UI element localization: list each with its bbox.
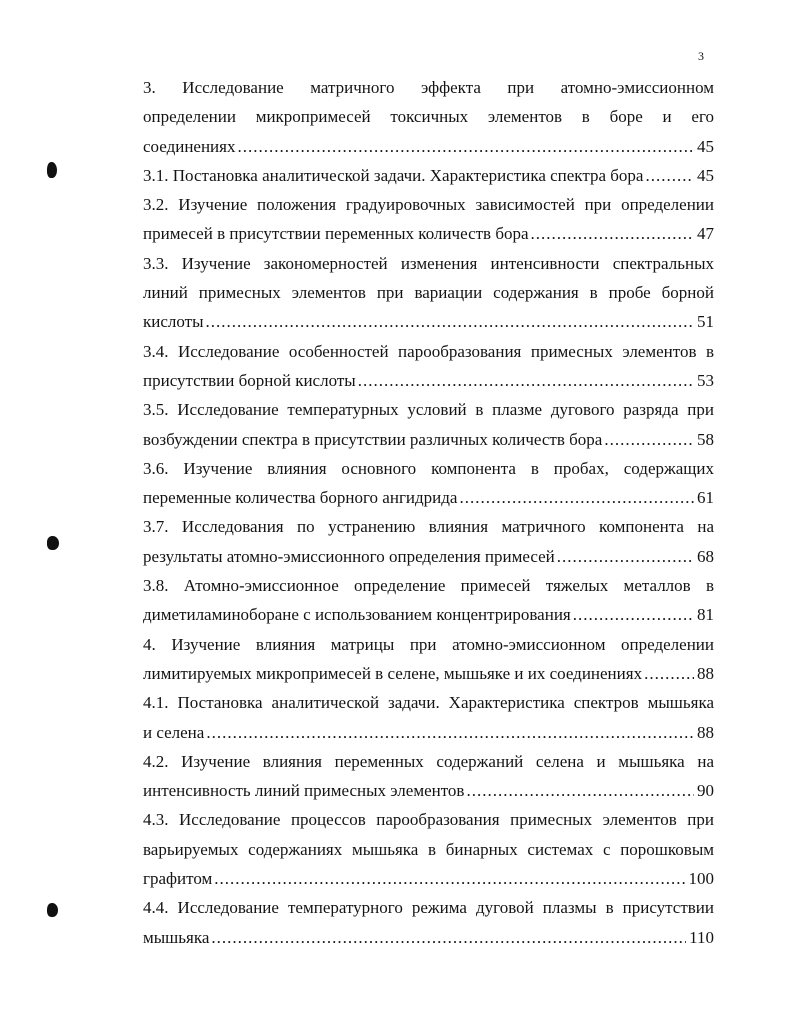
toc-entry-title-end: графитом: [143, 869, 213, 889]
dot-leader: [604, 425, 694, 454]
toc-entry-last-line: [143, 161, 714, 190]
toc-entry-line: определении микропримесей токсичных элементов в боре и его: [143, 107, 714, 127]
toc-entry-last-line: [143, 425, 714, 454]
table-of-contents: [143, 73, 714, 952]
toc-entry-title-end: и селена: [143, 722, 205, 742]
toc-entry-line: линий примесных элементов при вариации содержания в пробе борной: [143, 283, 714, 303]
toc-entry: [143, 395, 714, 454]
toc-page-number: 45: [697, 136, 714, 156]
toc-entry-line: 3.8. Атомно-эмиссионное определение примесей тяжелых металлов в: [143, 576, 714, 596]
toc-entry-title-end: примесей в присутствии переменных количеств бора: [143, 224, 529, 244]
toc-entry-title-end: лимитируемых микропримесей в селене, мышьяке и их соединениях: [143, 663, 643, 683]
toc-entry-last-line: [143, 718, 714, 747]
dot-leader: [206, 307, 694, 336]
toc-entry: [143, 688, 714, 747]
ink-blot: [47, 903, 58, 917]
toc-entry-last-line: [143, 659, 714, 688]
toc-entry: [143, 805, 714, 893]
toc-entry-line: 4. Изучение влияния матрицы при атомно-эмиссионном определении: [143, 634, 714, 654]
toc-entry-line: 3.4. Исследование особенностей парообразования примесных элементов в: [143, 341, 714, 361]
toc-entry-title-end: 3.1. Постановка аналитической задачи. Характеристика спектра бора: [143, 165, 644, 185]
toc-page-number: 53: [697, 370, 714, 390]
toc-entry-last-line: [143, 366, 714, 395]
toc-entry-last-line: [143, 219, 714, 248]
dot-leader: [237, 132, 694, 161]
toc-entry-line: 3.2. Изучение положения градуировочных зависимостей при определении: [143, 195, 714, 215]
toc-entry-last-line: [143, 542, 714, 571]
toc-page-number: 81: [697, 605, 714, 625]
toc-entry-title-end: переменные количества борного ангидрида: [143, 488, 458, 508]
toc-page-number: 51: [697, 312, 714, 332]
toc-entry-title-end: кислоты: [143, 312, 204, 332]
toc-page-number: 47: [697, 224, 714, 244]
toc-entry: [143, 747, 714, 806]
toc-entry-title-end: соединениях: [143, 136, 236, 156]
dot-leader: [211, 923, 686, 952]
toc-entry-line: 3. Исследование матричного эффекта при атомно-эмиссионном: [143, 78, 714, 97]
dot-leader: [466, 776, 694, 805]
toc-entry-title-end: диметиламиноборане с использованием концентрирования: [143, 605, 571, 625]
toc-entry-title-end: результаты атомно-эмиссионного определения примесей: [143, 546, 555, 566]
toc-entry: [143, 249, 714, 337]
toc-entry: [143, 337, 714, 396]
dot-leader: [557, 542, 694, 571]
toc-entry: [143, 893, 714, 952]
toc-entry-line: 4.1. Постановка аналитической задачи. Характеристика спектров мышьяка: [143, 693, 714, 713]
toc-entry-title-end: возбуждении спектра в присутствии различных количеств бора: [143, 429, 603, 449]
toc-page-number: 90: [697, 781, 714, 801]
toc-page-number: 68: [697, 546, 714, 566]
toc-entry-line: варьируемых содержаниях мышьяка в бинарных системах с порошковым: [143, 839, 714, 859]
toc-page-number: 58: [697, 429, 714, 449]
ink-blot: [47, 536, 59, 550]
toc-entry-last-line: [143, 923, 714, 952]
dot-leader: [206, 718, 694, 747]
dot-leader: [573, 600, 694, 629]
toc-page-number: 88: [697, 722, 714, 742]
toc-entry: [143, 161, 714, 190]
toc-entry-last-line: [143, 483, 714, 512]
toc-entry-line: 3.5. Исследование температурных условий в плазме дугового разряда при: [143, 400, 714, 420]
toc-entry: [143, 73, 714, 161]
toc-entry-line: 3.3. Изучение закономерностей изменения интенсивности спектральных: [143, 253, 714, 273]
dot-leader: [645, 161, 694, 190]
ink-blot: [47, 162, 57, 178]
toc-page-number: 110: [689, 927, 714, 947]
toc-entry-last-line: [143, 132, 714, 161]
toc-entry-title-end: интенсивность линий примесных элементов: [143, 781, 465, 801]
toc-page-number: 88: [697, 663, 714, 683]
toc-entry-line: 4.4. Исследование температурного режима дуговой плазмы в присутствии: [143, 898, 714, 918]
dot-leader: [531, 219, 694, 248]
toc-entry: [143, 571, 714, 630]
toc-page-number: 61: [697, 488, 714, 508]
dot-leader: [214, 864, 685, 893]
toc-entry-last-line: [143, 600, 714, 629]
toc-entry-line: 3.7. Исследования по устранению влияния матричного компонента на: [143, 517, 714, 537]
toc-entry: [143, 630, 714, 689]
toc-entry-line: 4.2. Изучение влияния переменных содержаний селена и мышьяка на: [143, 751, 714, 771]
toc-entry: [143, 190, 714, 249]
dot-leader: [459, 483, 694, 512]
page-number: 3: [698, 49, 704, 63]
dot-leader: [644, 659, 694, 688]
toc-entry-line: 3.6. Изучение влияния основного компонента в пробах, содержащих: [143, 458, 714, 478]
toc-entry-last-line: [143, 864, 714, 893]
toc-page-number: 100: [688, 869, 714, 889]
toc-entry-title-end: мышьяка: [143, 927, 210, 947]
toc-entry-line: 4.3. Исследование процессов парообразования примесных элементов при: [143, 810, 714, 830]
toc-entry-last-line: [143, 307, 714, 336]
toc-entry: [143, 454, 714, 513]
toc-entry-last-line: [143, 776, 714, 805]
toc-entry: [143, 512, 714, 571]
toc-page-number: 45: [697, 165, 714, 185]
toc-entry-title-end: присутствии борной кислоты: [143, 370, 356, 390]
dot-leader: [358, 366, 694, 395]
